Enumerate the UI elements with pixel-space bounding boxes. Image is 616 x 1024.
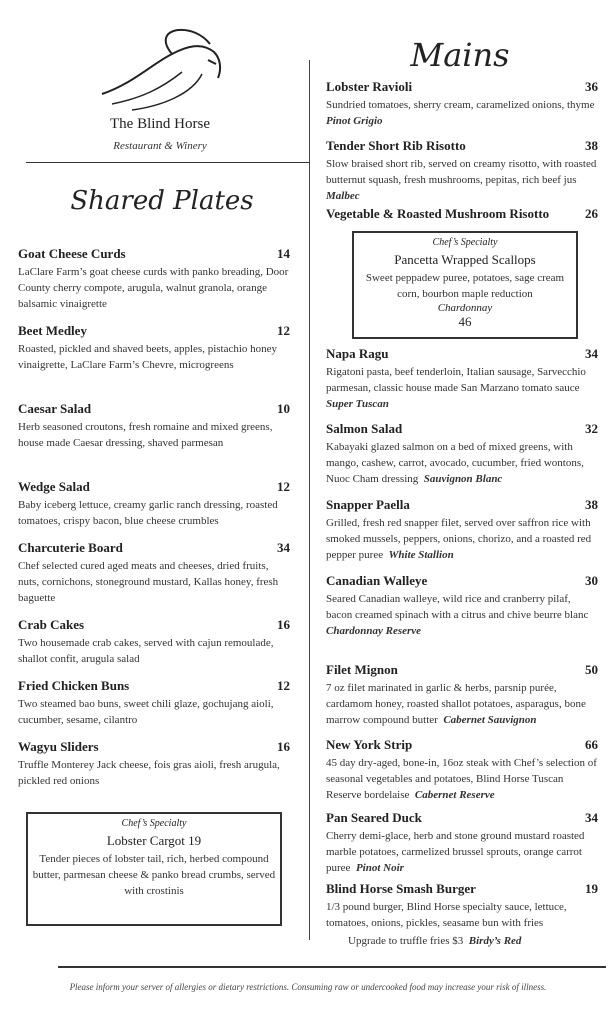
item-price: 30 bbox=[585, 573, 598, 588]
item-price: 34 bbox=[585, 810, 598, 825]
list-item bbox=[326, 881, 598, 949]
item-name: Vegetable & Roasted Mushroom Risotto bbox=[326, 206, 550, 221]
wine-pairing: Pinot Noir bbox=[355, 862, 404, 874]
item-desc: LaClare Farm’s goat cheese curds with panko breading, Door County cherry compote, arugula, walnut granola, orange balsamic vinaigrette bbox=[18, 266, 289, 310]
item-desc: 7 oz filet marinated in garlic & herbs, parsnip purée, cardamom honey, roasted shallot potatoes, asparagus, bone marrow compound butter Cabernet Sauvignon bbox=[326, 682, 586, 726]
column-divider bbox=[309, 60, 310, 940]
item-price: 36 bbox=[585, 79, 598, 94]
item-price: 26 bbox=[585, 206, 598, 221]
wine-pairing: Cabernet Reserve bbox=[414, 789, 495, 801]
upgrade-note: Upgrade to truffle fries $3 Birdy’s Red bbox=[348, 935, 522, 947]
item-name: Goat Cheese Curds bbox=[18, 246, 126, 261]
brand-subtitle: Restaurant & Winery bbox=[113, 140, 207, 152]
item-price: 16 bbox=[277, 617, 290, 632]
list-item bbox=[326, 79, 598, 129]
list-item bbox=[326, 138, 598, 204]
item-name: Crab Cakes bbox=[18, 617, 85, 632]
list-item bbox=[18, 246, 290, 312]
item-price: 12 bbox=[277, 479, 290, 494]
list-item bbox=[18, 617, 290, 667]
item-name: Pan Seared Duck bbox=[326, 810, 422, 825]
list-item bbox=[326, 421, 598, 487]
list-item bbox=[18, 401, 290, 451]
item-desc: Seared Canadian walleye, wild rice and cranberry pilaf, bacon creamed spinach with a citrus and chive beurre blanc Chardonnay Reserve bbox=[326, 593, 589, 637]
list-item bbox=[326, 737, 598, 803]
item-price: 12 bbox=[277, 323, 290, 338]
item-desc: Sundried tomatoes, sherry cream, caramelized onions, thyme Pinot Grigio bbox=[326, 99, 595, 127]
item-name: Fried Chicken Buns bbox=[18, 678, 130, 693]
specialty-title: Pancetta Wrapped Scallops bbox=[394, 252, 536, 267]
list-item bbox=[18, 323, 290, 373]
list-item bbox=[18, 479, 290, 529]
specialty-desc: Tender pieces of lobster tail, rich, herbed compound butter, parmesan cheese & panko bread crumbs, served with crostinis bbox=[32, 853, 276, 897]
specialty-label: Chef’s Specialty bbox=[121, 818, 187, 829]
list-item bbox=[326, 346, 598, 412]
specialty-desc: Sweet peppadew puree, potatoes, sage cream corn, bourbon maple reduction bbox=[365, 272, 565, 300]
item-name: Filet Mignon bbox=[326, 662, 398, 677]
item-price: 14 bbox=[277, 246, 290, 261]
item-name: Charcuterie Board bbox=[18, 540, 123, 555]
shared-plates-title: Shared Plates bbox=[70, 186, 254, 216]
item-price: 12 bbox=[277, 678, 290, 693]
item-desc: Roasted, pickled and shaved beets, apples, pistachio honey vinaigrette, LaClare Farm’s Chevre, microgreens bbox=[18, 343, 278, 371]
footer-divider bbox=[58, 966, 606, 968]
divider bbox=[26, 162, 310, 163]
item-name: Lobster Ravioli bbox=[326, 79, 413, 94]
list-item bbox=[326, 497, 598, 563]
left-column bbox=[12, 0, 302, 1024]
wine-pairing: Chardonnay bbox=[437, 302, 493, 314]
wine-pairing: Chardonnay Reserve bbox=[326, 625, 422, 637]
list-item bbox=[326, 662, 598, 728]
item-price: 38 bbox=[585, 497, 598, 512]
item-name: Salmon Salad bbox=[326, 421, 403, 436]
item-price: 10 bbox=[277, 401, 290, 416]
item-desc: Kabayaki glazed salmon on a bed of mixed greens, with mango, cashew, carrot, avocado, cucumber, fried wontons, Nuoc Cham dressing Sauvignon Blanc bbox=[326, 441, 584, 485]
item-desc: Herb seasoned croutons, fresh romaine and mixed greens, house made Caesar dressing, shaved parmesan bbox=[18, 421, 273, 449]
specialty-box bbox=[26, 812, 282, 926]
item-price: 66 bbox=[585, 737, 598, 752]
item-desc: Two housemade crab cakes, served with cajun remoulade, shallot confit, arugula salad bbox=[18, 637, 274, 665]
specialty-label: Chef’s Specialty bbox=[432, 237, 498, 248]
item-name: New York Strip bbox=[326, 737, 413, 752]
item-price: 38 bbox=[585, 138, 598, 153]
item-desc: Cherry demi-glace, herb and stone ground mustard roasted marble potatoes, carmelized brussel sprouts, orange carrot puree Pinot Noir bbox=[326, 830, 585, 874]
item-price: 34 bbox=[585, 346, 598, 361]
item-desc: Slow braised short rib, served on creamy risotto, with roasted butternut squash, fresh mushrooms, pepitas, rich beef jus Malbec bbox=[326, 158, 597, 202]
item-price: 50 bbox=[585, 662, 598, 677]
specialty-price: 46 bbox=[458, 314, 472, 329]
wine-pairing: Pinot Grigio bbox=[326, 115, 383, 127]
item-name: Tender Short Rib Risotto bbox=[326, 138, 466, 153]
wine-pairing: Birdy’s Red bbox=[468, 935, 522, 947]
item-name: Snapper Paella bbox=[326, 497, 410, 512]
list-item bbox=[326, 573, 598, 639]
item-name: Canadian Walleye bbox=[326, 573, 428, 588]
right-column bbox=[320, 0, 610, 1024]
specialty-box bbox=[352, 231, 578, 339]
specialty-title: Lobster Cargot 19 bbox=[106, 833, 202, 848]
list-item bbox=[18, 678, 290, 728]
wine-pairing: Sauvignon Blanc bbox=[423, 473, 503, 485]
horse-logo-icon bbox=[92, 24, 232, 114]
item-desc: Truffle Monterey Jack cheese, fois gras aioli, fresh arugula, pickled red onions bbox=[18, 759, 280, 787]
list-item bbox=[326, 810, 598, 876]
item-name: Caesar Salad bbox=[18, 401, 92, 416]
item-price: 16 bbox=[277, 739, 290, 754]
item-price: 34 bbox=[277, 540, 290, 555]
item-desc: Grilled, fresh red snapper filet, served over saffron rice with smoked mussels, peppers, onions, chorizo, and a roasted red pepper puree White Stallion bbox=[326, 517, 592, 561]
footer-note: Please inform your server of allergies or dietary restrictions. Consuming raw or undercooked food may increase your risk of illness. bbox=[69, 982, 547, 992]
wine-pairing: White Stallion bbox=[388, 549, 454, 561]
wine-pairing: Super Tuscan bbox=[326, 398, 389, 410]
list-item bbox=[18, 540, 290, 606]
wine-pairing: Malbec bbox=[326, 190, 360, 202]
list-item bbox=[326, 206, 598, 222]
item-desc: Baby iceberg lettuce, creamy garlic ranch dressing, roasted tomatoes, crispy bacon, blue cheese crumbles bbox=[18, 499, 278, 527]
item-price: 19 bbox=[585, 881, 598, 896]
brand-name: The Blind Horse bbox=[110, 116, 210, 132]
item-desc: 1/3 pound burger, Blind Horse specialty sauce, lettuce, tomatoes, onions, pickles, seasame bun with fries bbox=[326, 901, 567, 929]
item-name: Napa Ragu bbox=[326, 346, 389, 361]
item-name: Wagyu Sliders bbox=[18, 739, 99, 754]
list-item bbox=[18, 739, 290, 789]
item-name: Beet Medley bbox=[18, 323, 87, 338]
item-desc: Chef selected cured aged meats and cheeses, dried fruits, nuts, cornichons, stoneground mustard, Kallas honey, fresh baguette bbox=[18, 560, 279, 604]
item-price: 32 bbox=[585, 421, 598, 436]
wine-pairing: Cabernet Sauvignon bbox=[443, 714, 537, 726]
item-desc: Rigatoni pasta, beef tenderloin, Italian sausage, Sarvecchio parmesan, classic house made San Marzano tomato sauce Super Tuscan bbox=[326, 366, 586, 410]
mains-title: Mains bbox=[410, 36, 510, 74]
item-desc: 45 day dry-aged, bone-in, 16oz steak with Chef’s selection of seasonal vegetables and potatoes, Blind Horse Tuscan Reserve bordelaise Cabernet Reserve bbox=[326, 757, 597, 801]
item-desc: Two steamed bao buns, sweet chili glaze, gochujang aioli, cucumber, sesame, cilantro bbox=[18, 698, 274, 726]
item-name: Wedge Salad bbox=[18, 479, 90, 494]
item-name: Blind Horse Smash Burger bbox=[326, 881, 476, 896]
